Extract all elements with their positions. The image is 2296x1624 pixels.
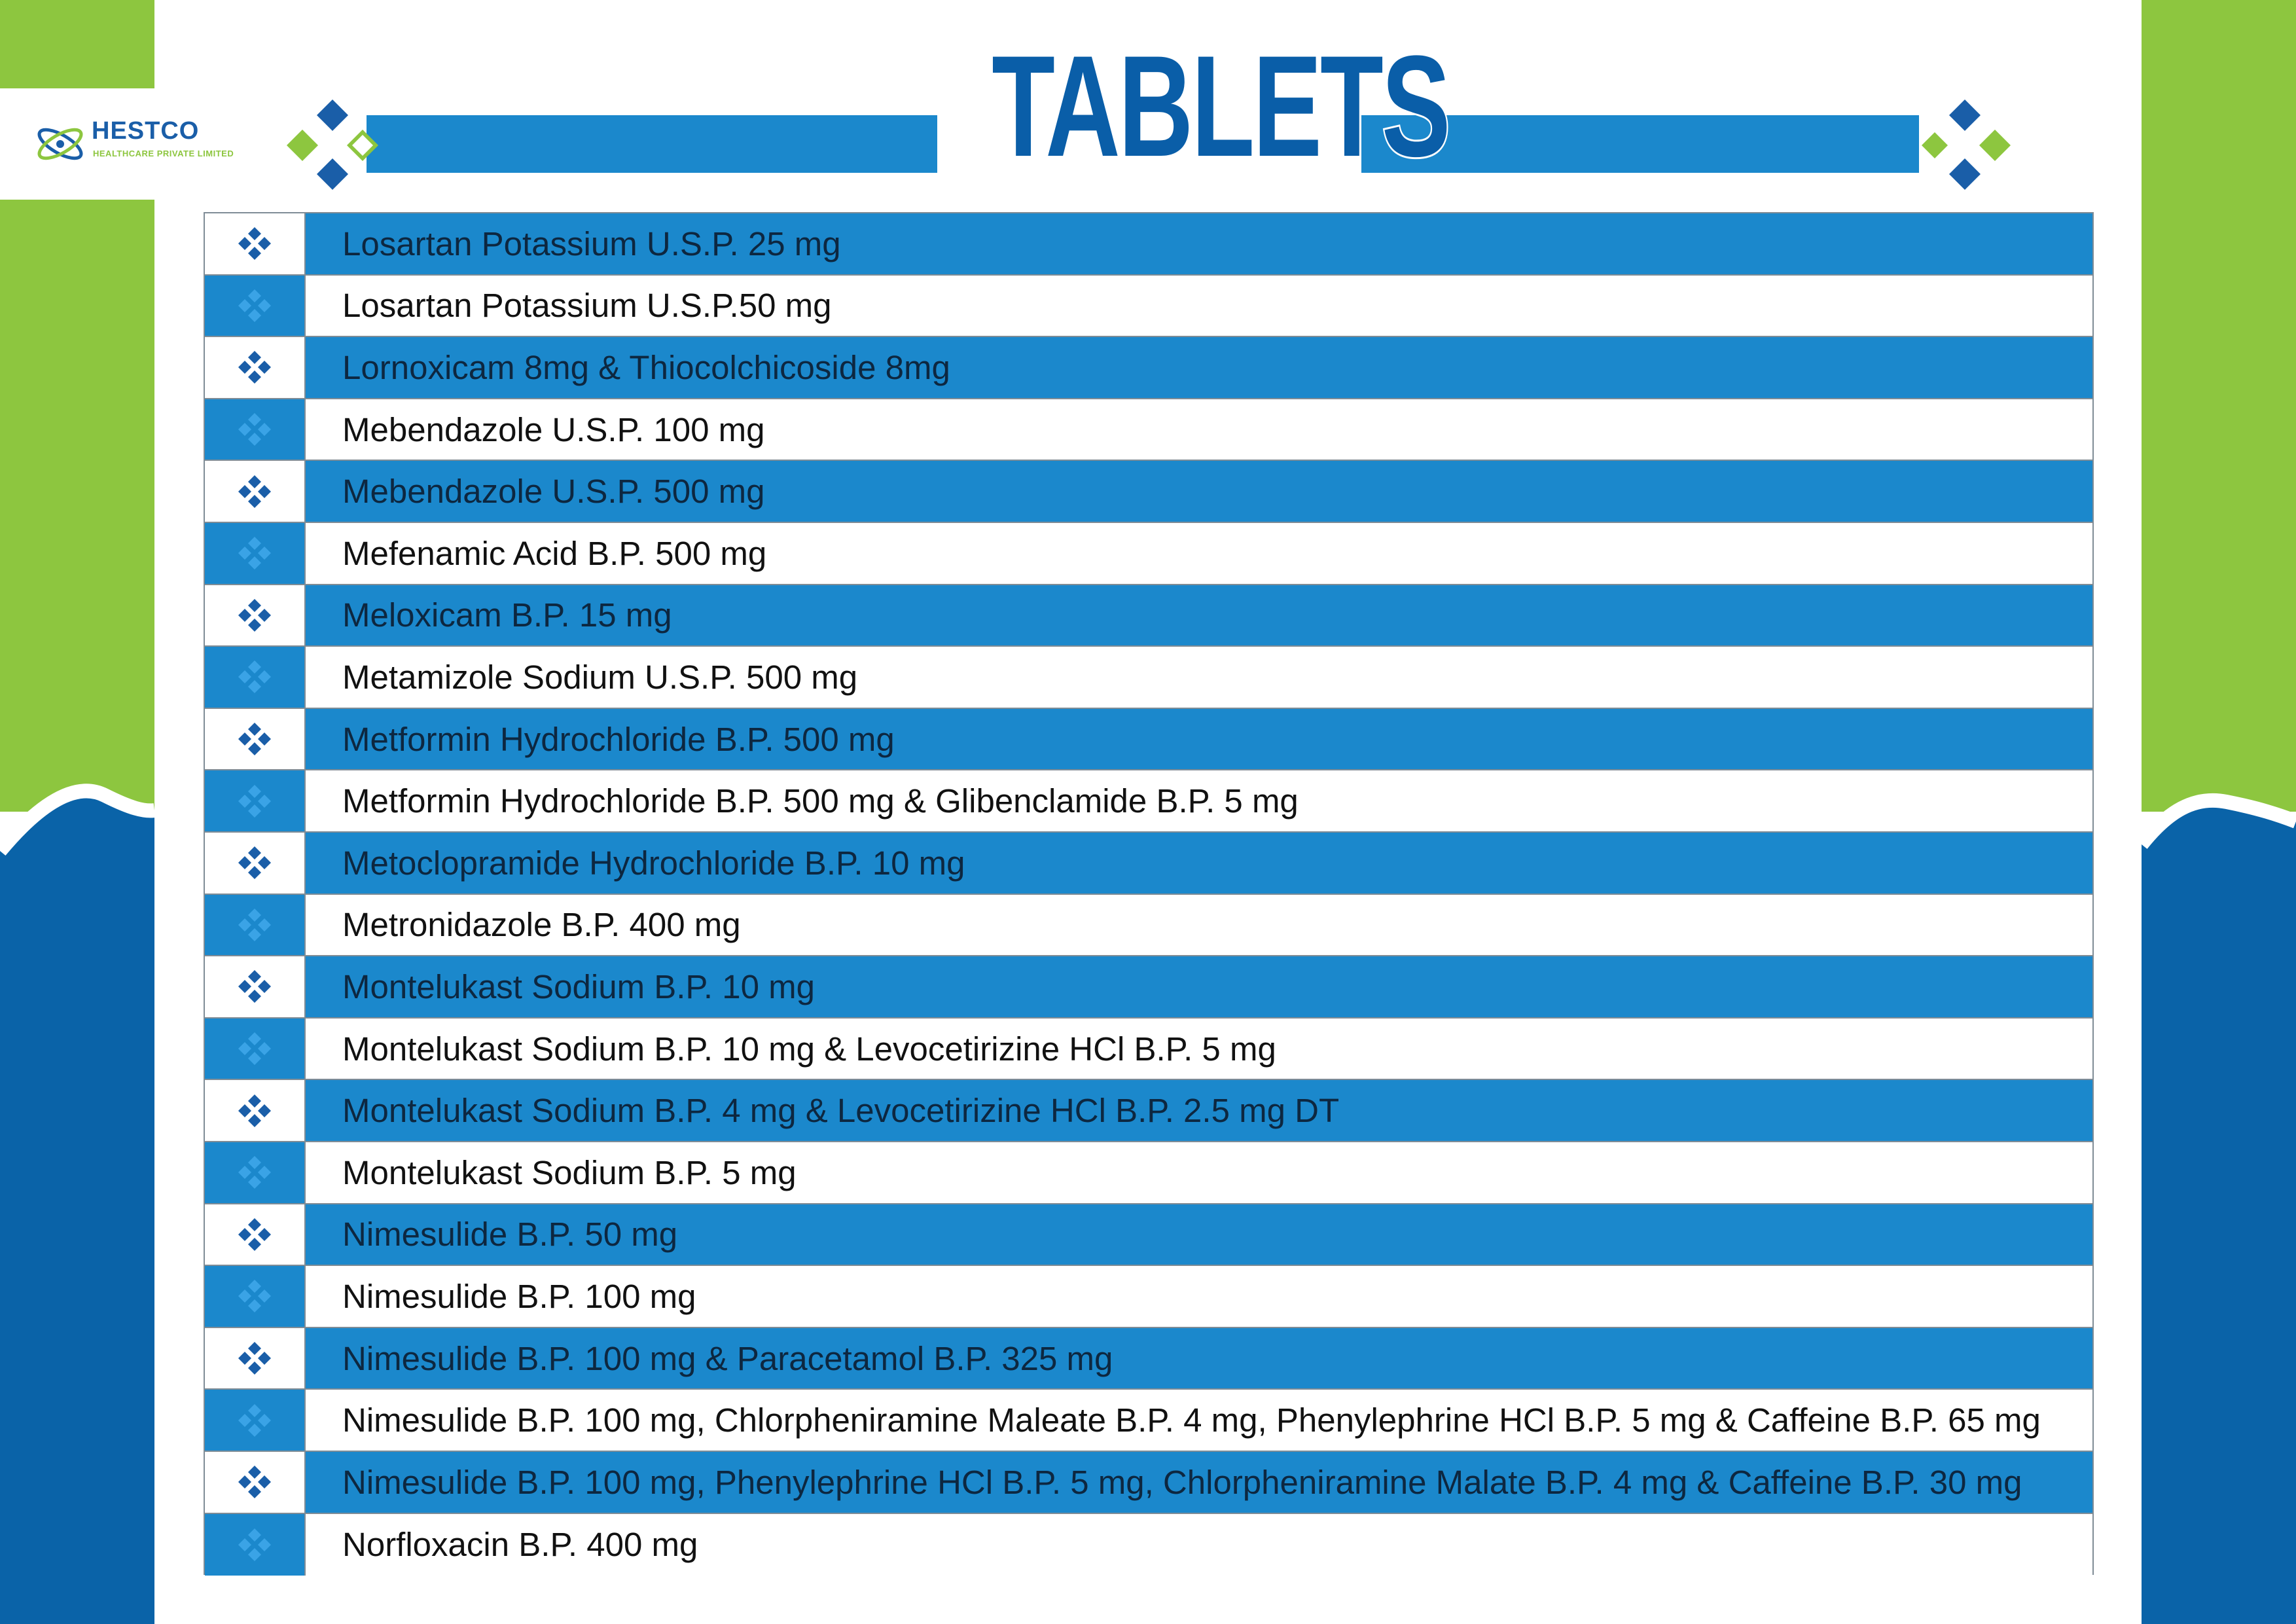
row-bullet-cell [205,647,306,708]
product-name: Losartan Potassium U.S.P.50 mg [306,276,2092,336]
table-row [205,1514,2092,1576]
table-row [205,647,2092,709]
row-bullet-cell [205,276,306,336]
table-row [205,399,2092,461]
right-diamond-ornament-icon [1905,98,2015,191]
product-name: Metronidazole B.P. 400 mg [306,895,2092,956]
row-bullet-cell [205,770,306,831]
product-name: Lornoxicam 8mg & Thiocolchicoside 8mg [306,337,2092,398]
page-title: TABLETS [992,26,1449,187]
table-row [205,337,2092,399]
row-bullet-cell [205,1514,306,1576]
row-bullet-cell [205,585,306,646]
table-row [205,895,2092,957]
diamond-bullet-icon [236,1401,274,1439]
table-row [205,1080,2092,1142]
logo-orbit-icon [34,121,86,167]
left-diamond-ornament-icon [283,98,393,191]
diamond-bullet-icon [236,844,274,882]
table-row [205,276,2092,338]
right-decorative-strip [2142,0,2296,1624]
row-bullet-cell [205,461,306,522]
table-row [205,956,2092,1019]
row-bullet-cell [205,337,306,398]
product-name: Metoclopramide Hydrochloride B.P. 10 mg [306,833,2092,893]
product-name: Mefenamic Acid B.P. 500 mg [306,523,2092,584]
diamond-bullet-icon [236,1277,274,1315]
row-bullet-cell [205,1390,306,1451]
table-row [205,585,2092,647]
diamond-bullet-icon [236,782,274,820]
product-name: Metformin Hydrochloride B.P. 500 mg [306,709,2092,770]
diamond-bullet-icon [236,658,274,696]
brand-subtitle: HEALTHCARE PRIVATE LIMITED [93,149,234,158]
product-name: Meloxicam B.P. 15 mg [306,585,2092,646]
table-row [205,1328,2092,1390]
product-name: Montelukast Sodium B.P. 5 mg [306,1142,2092,1203]
diamond-bullet-icon [236,287,274,325]
table-row [205,1266,2092,1328]
diamond-bullet-icon [236,225,274,262]
product-name: Nimesulide B.P. 50 mg [306,1204,2092,1265]
row-bullet-cell [205,956,306,1017]
diamond-bullet-icon [236,967,274,1005]
row-bullet-cell [205,1080,306,1141]
product-table [204,212,2094,1575]
row-bullet-cell [205,399,306,460]
diamond-bullet-icon [236,1153,274,1191]
row-bullet-cell [205,1142,306,1203]
row-bullet-cell [205,1452,306,1513]
company-logo [0,88,247,200]
diamond-bullet-icon [236,720,274,758]
product-name: Montelukast Sodium B.P. 10 mg [306,956,2092,1017]
brand-name: HESTCO [92,117,200,145]
table-row [205,709,2092,771]
product-name: Nimesulide B.P. 100 mg & Paracetamol B.P. 325 mg [306,1328,2092,1389]
diamond-bullet-icon [236,1030,274,1068]
row-bullet-cell [205,895,306,956]
left-decorative-strip [0,0,154,1624]
table-row [205,213,2092,276]
row-bullet-cell [205,1204,306,1265]
product-name: Montelukast Sodium B.P. 10 mg & Levocetirizine HCl B.P. 5 mg [306,1019,2092,1079]
table-row [205,770,2092,833]
diamond-bullet-icon [236,1216,274,1254]
row-bullet-cell [205,833,306,893]
product-name: Metamizole Sodium U.S.P. 500 mg [306,647,2092,708]
diamond-bullet-icon [236,410,274,448]
product-name: Mebendazole U.S.P. 100 mg [306,399,2092,460]
diamond-bullet-icon [236,348,274,386]
table-row [205,461,2092,523]
row-bullet-cell [205,523,306,584]
diamond-bullet-icon [236,473,274,511]
product-name: Montelukast Sodium B.P. 4 mg & Levocetirizine HCl B.P. 2.5 mg DT [306,1080,2092,1141]
table-row [205,1019,2092,1081]
table-row [205,1204,2092,1267]
diamond-bullet-icon [236,1092,274,1130]
product-name: Losartan Potassium U.S.P. 25 mg [306,213,2092,274]
product-name: Nimesulide B.P. 100 mg, Chlorpheniramine Maleate B.P. 4 mg, Phenylephrine HCl B.P. 5 mg & Caffeine B.P. 65 mg [306,1390,2092,1451]
row-bullet-cell [205,1328,306,1389]
diamond-bullet-icon [236,534,274,572]
diamond-bullet-icon [236,1526,274,1564]
row-bullet-cell [205,709,306,770]
product-name: Metformin Hydrochloride B.P. 500 mg & Glibenclamide B.P. 5 mg [306,770,2092,831]
product-name: Nimesulide B.P. 100 mg, Phenylephrine HCl B.P. 5 mg, Chlorpheniramine Malate B.P. 4 mg & Caffeine B.P. 30 mg [306,1452,2092,1513]
product-name: Norfloxacin B.P. 400 mg [306,1514,2092,1576]
diamond-bullet-icon [236,596,274,634]
product-name: Mebendazole U.S.P. 500 mg [306,461,2092,522]
diamond-bullet-icon [236,906,274,944]
row-bullet-cell [205,1266,306,1327]
table-row [205,833,2092,895]
table-row [205,1390,2092,1452]
diamond-bullet-icon [236,1463,274,1501]
table-row [205,1452,2092,1514]
table-row [205,1142,2092,1204]
row-bullet-cell [205,213,306,274]
table-row [205,523,2092,585]
diamond-bullet-icon [236,1339,274,1377]
product-name: Nimesulide B.P. 100 mg [306,1266,2092,1327]
row-bullet-cell [205,1019,306,1079]
